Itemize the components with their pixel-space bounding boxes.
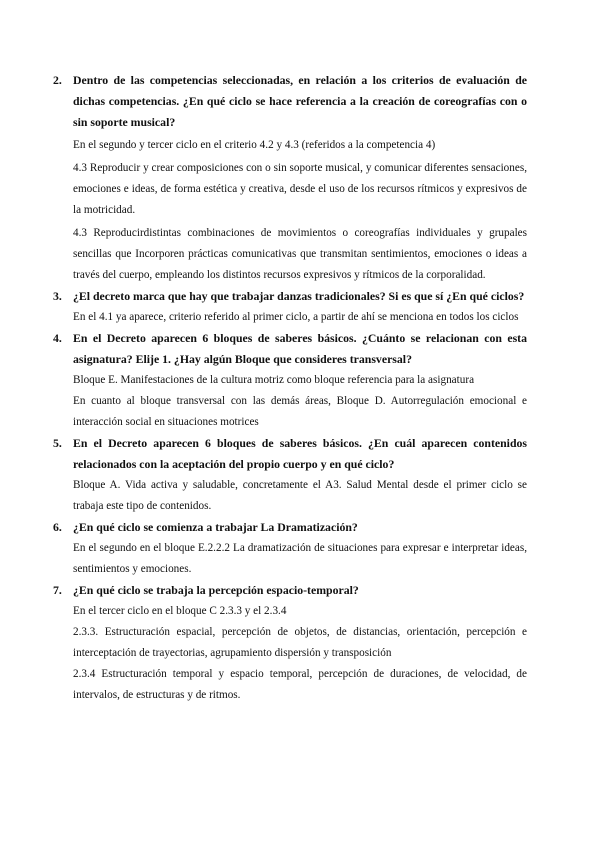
question-text: ¿En qué ciclo se comienza a trabajar La Dramatización? [73,520,358,534]
answer-paragraph: Bloque A. Vida activa y saludable, concretamente el A3. Salud Mental desde el primer ciclo se trabaja este tipo de contenidos. [73,479,527,512]
answer-paragraph: En el segundo y tercer ciclo en el criterio 4.2 y 4.3 (referidos a la competencia 4) [73,139,436,151]
question-list [53,70,527,706]
question-text: Dentro de las competencias seleccionadas, en relación a los criterios de evaluación de dichas competencias. ¿En qué ciclo se hace referencia a la creación de coreografías con o sin soporte musical? [73,73,527,129]
question-item-7 [53,580,527,706]
answer-paragraph: En el tercer ciclo en el bloque C 2.3.3 y el 2.3.4 [73,605,287,617]
answer-paragraph: 4.3 Reproducir y crear composiciones con o sin soporte musical, y comunicar diferentes sensaciones, emociones e ideas, de forma estética y creativa, desde el uso de los recursos rítmicos y expresivos de la motricidad. [73,162,527,216]
question-number: 7. [53,583,62,597]
question-text: En el Decreto aparecen 6 bloques de saberes básicos. ¿En cuál aparecen contenidos relacionados con la aceptación del propio cuerpo y en qué ciclo? [73,436,527,471]
question-number: 5. [53,436,62,450]
question-item-3 [53,286,527,328]
question-text: ¿En qué ciclo se trabaja la percepción espacio-temporal? [73,583,359,597]
question-number: 4. [53,331,62,345]
answer-paragraph: 2.3.3. Estructuración espacial, percepción de objetos, de distancias, orientación, percepción e interceptación de trayectorias, agrupamiento dispersión y transposición [73,626,527,659]
question-number: 6. [53,520,62,534]
answer-paragraph: 2.3.4 Estructuración temporal y espacio temporal, percepción de duraciones, de velocidad, de intervalos, de estructuras y de ritmos. [73,668,527,701]
answer-paragraph: 4.3 Reproducirdistintas combinaciones de movimientos o coreografías individuales y grupales sencillas que Incorporen prácticas comunicativas que transmitan sentimientos, emociones o ideas a través del cuerpo, empleando los distintos recursos expresivos y rítmicos de la corporalidad. [73,227,527,281]
answer-paragraph: En el segundo en el bloque E.2.2.2 La dramatización de situaciones para expresar e interpretar ideas, sentimientos y emociones. [73,542,527,575]
answer-paragraph: En cuanto al bloque transversal con las demás áreas, Bloque D. Autorregulación emocional e interacción social en situaciones motrices [73,395,527,428]
question-text: En el Decreto aparecen 6 bloques de saberes básicos. ¿Cuánto se relacionan con esta asignatura? Elije 1. ¿Hay algún Bloque que consideres transversal? [73,331,527,366]
question-number: 3. [53,289,62,303]
question-item-6 [53,517,527,580]
question-item-2 [53,70,527,286]
question-item-5 [53,433,527,517]
answer-paragraph: Bloque E. Manifestaciones de la cultura motriz como bloque referencia para la asignatura [73,374,475,386]
answer-paragraph: En el 4.1 ya aparece, criterio referido al primer ciclo, a partir de ahí se menciona en todos los ciclos [73,311,519,323]
question-number: 2. [53,73,62,87]
question-item-4 [53,328,527,433]
question-text: ¿El decreto marca que hay que trabajar danzas tradicionales? Si es que sí ¿En qué ciclos? [73,289,525,303]
